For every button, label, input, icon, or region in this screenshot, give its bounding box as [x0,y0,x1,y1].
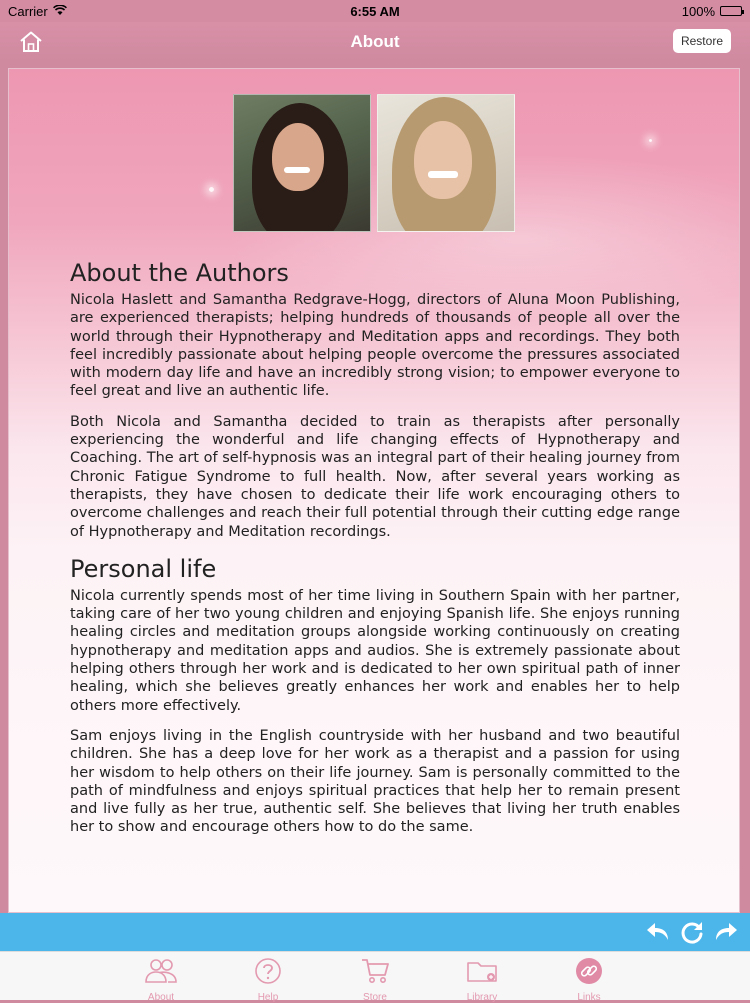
tab-label: About [147,992,175,1003]
tab-bar [0,951,750,1003]
tab-about[interactable] [108,952,215,1003]
tab-label: Help [257,992,279,1003]
paragraph: Both Nicola and Samantha decided to train as therapists after personally experiencing the wonderful and life changing effects of Hypnotherapy and Coaching. The art of self-hypnosis was an integral part of their healing journey from Chronic Fatigue Syndrome to full health. Now, after several years working as therapists, they have chosen to dedicate their life work encouraging others to overcome challenges and reach their full potential through their cutting edge range of Hypnotherapy and Meditation recordings. [70,413,680,540]
navigation-bar [0,22,750,62]
tab-label: Store [363,992,387,1003]
paragraph: Nicola currently spends most of her time living in Southern Spain with her partner, taking care of her two young children and enjoying Spanish life. She enjoys running healing circles and meditation groups alongside working continuously on creating hypnotherapy and meditation apps and audios. She is extremely passionate about helping others through her work and is dedicated to her own spiritual path of inner healing, which she believes greatly enhances her work and enables her to help others more effectively. [70,587,680,714]
home-icon[interactable] [18,30,44,54]
battery-percent: 100% [681,3,715,19]
page-title: About [350,32,400,51]
forward-arrow-icon[interactable] [712,918,740,946]
carrier-label: Carrier [8,3,48,19]
article-body [70,259,680,849]
tab-links[interactable] [536,952,643,1003]
section-heading-authors: About the Authors [70,259,289,287]
cart-icon [357,956,393,991]
navigation-toolbar [0,913,750,951]
tab-help[interactable] [215,952,322,1003]
author-photos [233,94,515,232]
battery-icon [720,6,742,16]
link-icon [571,956,607,991]
people-icon [143,956,179,991]
folder-icon [464,956,500,991]
status-bar [0,0,750,22]
status-time: 6:55 AM [350,3,400,19]
restore-button[interactable]: Restore [673,29,731,53]
tab-library[interactable] [429,952,536,1003]
refresh-icon[interactable] [678,918,706,946]
paragraph: Sam enjoys living in the English countryside with her husband and two beautiful children. She has a deep love for her work as a therapist and a passion for using her wisdom to help others on their life journey. Sam is personally committed to the path of mindfulness and enjoys spiritual practices that help her to remain present and live fully as her true, authentic self. She believes that living her truth enables her to show and encourage others how to do the same. [70,727,680,836]
status-left [8,4,128,19]
author-photo-nicola [233,94,371,232]
question-icon [250,956,286,991]
back-arrow-icon[interactable] [644,918,672,946]
sparkle-decoration [209,187,214,192]
sparkle-decoration [649,139,652,142]
tab-store[interactable] [322,952,429,1003]
tab-label: Library [466,992,498,1003]
about-content[interactable] [8,68,740,913]
paragraph: Nicola Haslett and Samantha Redgrave-Hogg, directors of Aluna Moon Publishing, are experienced therapists; helping hundreds of thousands of people all over the world through their Hypnotherapy and Meditation apps and recordings. They both feel incredibly passionate about helping people overcome the pressures associated with modern day life and have an incredibly strong vision; to empower everyone to feel great and live an authentic life. [70,292,680,400]
section-heading-personal-life: Personal life [70,554,217,583]
wifi-icon [53,4,67,19]
tab-label: Links [577,992,601,1003]
author-photo-samantha [377,94,515,232]
status-right [622,4,742,19]
